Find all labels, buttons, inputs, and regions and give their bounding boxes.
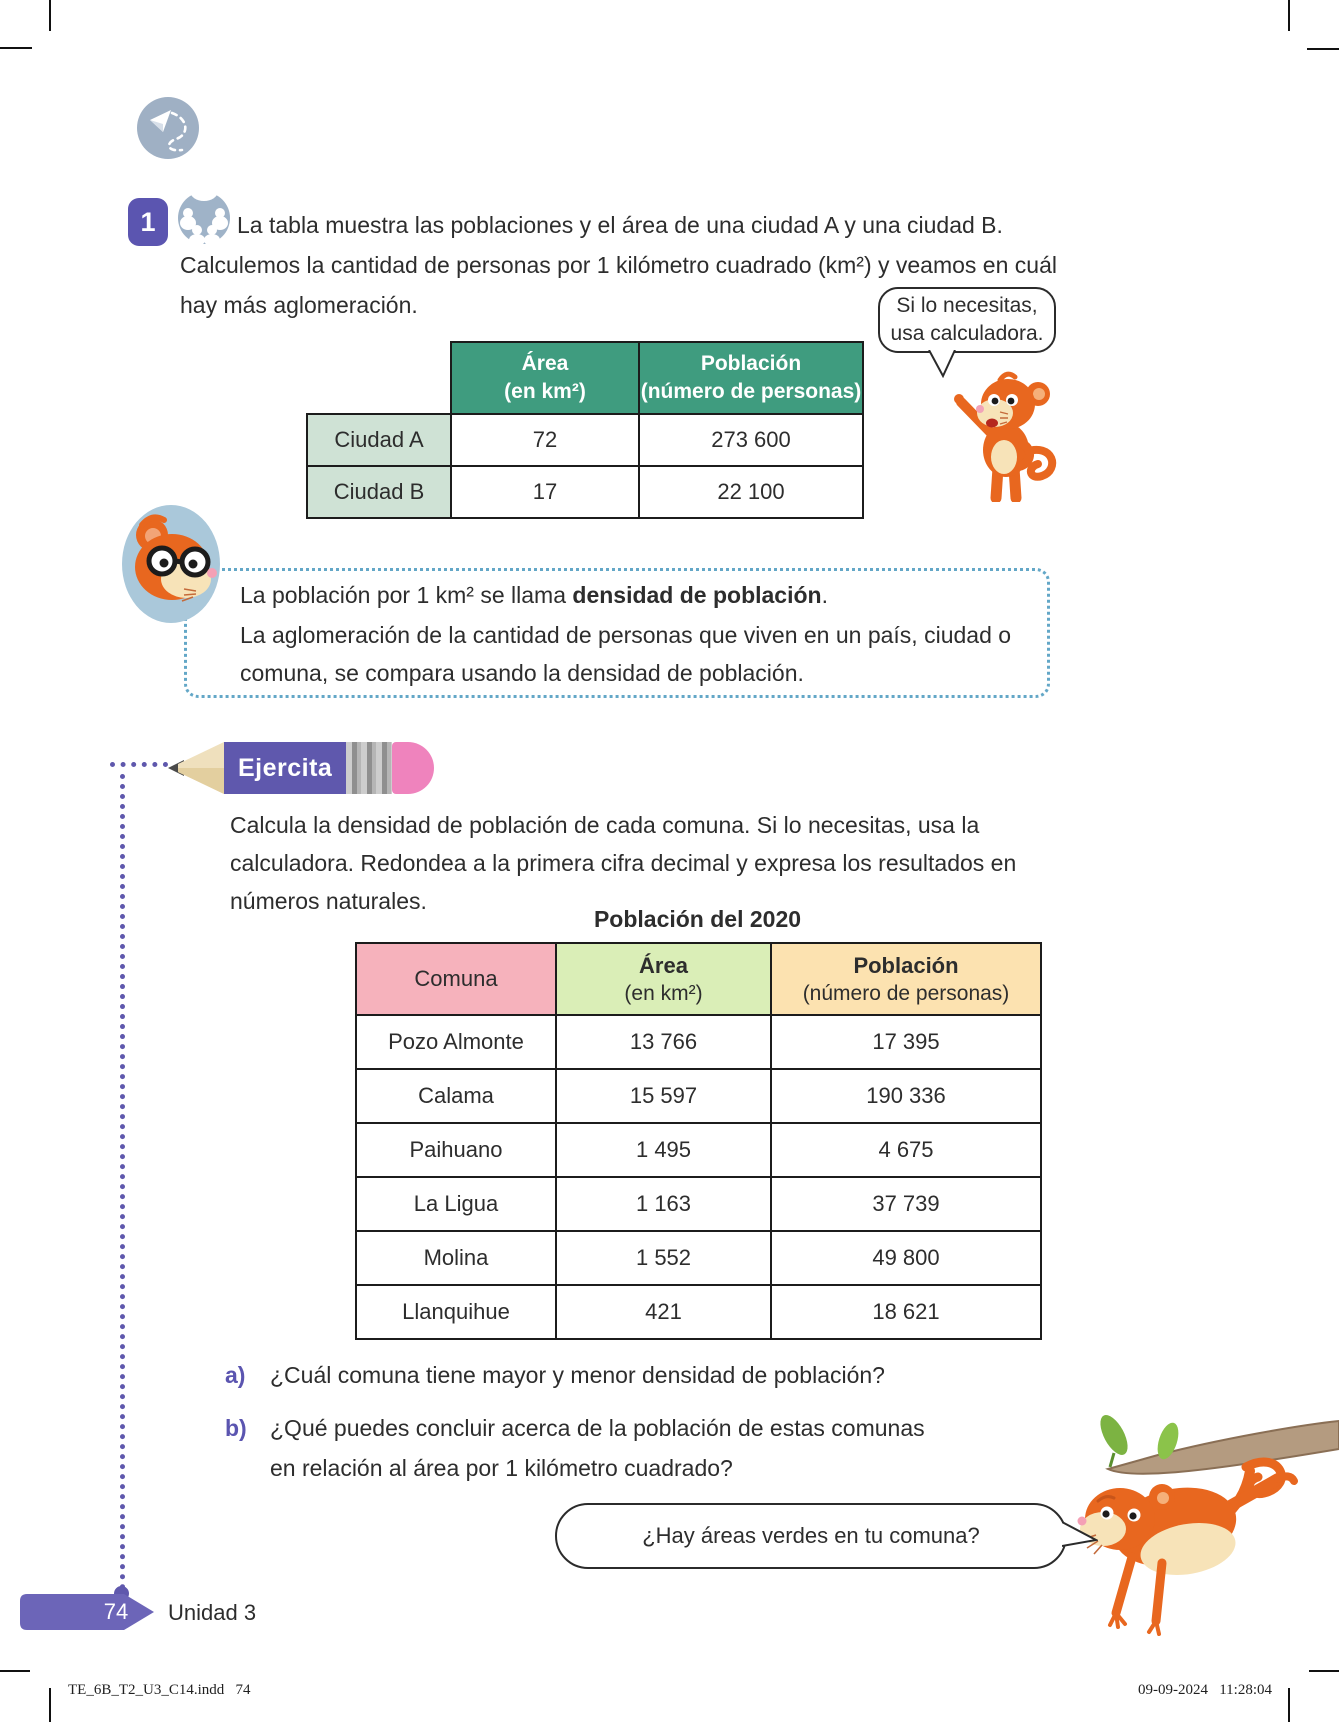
dotted-guide-horizontal	[110, 762, 168, 767]
callout-line1-normal: La población por 1 km² se llama	[240, 582, 573, 608]
table2-header-comuna: Comuna	[356, 943, 556, 1015]
table1-header-area-sub: (en km²)	[504, 380, 586, 403]
table2-area-cell: 13 766	[556, 1015, 771, 1069]
table2-area-cell: 421	[556, 1285, 771, 1339]
table2-header-area-sub: (en km²)	[624, 981, 703, 1005]
exercise1-line3: hay más aglomeración.	[180, 292, 418, 318]
crop-mark	[1288, 1688, 1290, 1722]
mouse-avatar-glasses	[122, 505, 220, 623]
speech-bubble-green-areas	[555, 1503, 1067, 1569]
callout-line1-bold: densidad de población	[572, 582, 822, 608]
question-b-line1: ¿Qué puedes concluir acerca de la población de estas comunas	[270, 1415, 925, 1441]
page-number: 74	[103, 1599, 129, 1624]
crop-mark	[0, 47, 32, 49]
exercise1-line1: La tabla muestra las poblaciones y el área de una ciudad A y una ciudad B.	[237, 212, 1003, 238]
population-table-cities	[306, 341, 864, 519]
table2-area-cell: 15 597	[556, 1069, 771, 1123]
table1-header-area	[451, 342, 639, 414]
crop-mark	[0, 1670, 30, 1672]
table1-blank-cell	[307, 342, 451, 414]
table2-poblacion-cell: 18 621	[771, 1285, 1041, 1339]
table1-cell: 22 100	[639, 466, 863, 518]
table2-header-poblacion-sub: (número de personas)	[802, 981, 1010, 1005]
speech-bubble2-tail	[1062, 1519, 1098, 1549]
table2-header-poblacion	[771, 943, 1041, 1015]
table2-comuna-cell: Molina	[356, 1231, 556, 1285]
crop-mark	[49, 0, 51, 31]
table1-header-poblacion	[639, 342, 863, 414]
crop-mark	[49, 1688, 51, 1722]
pencil-eraser	[392, 742, 434, 794]
table2-title: Población del 2020	[593, 906, 802, 932]
callout-line1	[240, 582, 828, 609]
speech2-text: ¿Hay áreas verdes en tu comuna?	[642, 1523, 980, 1549]
group-work-icon	[176, 180, 232, 246]
exercise2-line3: números naturales.	[230, 888, 427, 914]
table2-comuna-cell: Llanquihue	[356, 1285, 556, 1339]
pencil-tip	[168, 742, 224, 794]
table1-cell: 72	[451, 414, 639, 466]
crop-mark	[1288, 0, 1290, 31]
question-a-label: a)	[225, 1362, 246, 1388]
exercise-number-badge: 1	[128, 198, 168, 246]
unit-label: Unidad 3	[168, 1600, 257, 1625]
table2-area-cell: 1 495	[556, 1123, 771, 1177]
question-b-label: b)	[225, 1415, 247, 1441]
speech-bubble-tail	[926, 350, 958, 378]
table2-poblacion-cell: 190 336	[771, 1069, 1041, 1123]
table2-poblacion-cell: 49 800	[771, 1231, 1041, 1285]
table1-header-poblacion-title: Población	[700, 352, 802, 376]
table2-poblacion-cell: 4 675	[771, 1123, 1041, 1177]
exercise2-line2: calculadora. Redondea a la primera cifra decimal y expresa los resultados en	[230, 850, 1017, 876]
table2-comuna-cell: La Ligua	[356, 1177, 556, 1231]
callout-line2: La aglomeración de la cantidad de personas que viven en un país, ciudad o	[240, 622, 1012, 648]
dotted-guide-vertical	[120, 774, 125, 1590]
monkey-pointing	[950, 352, 1070, 502]
table2-poblacion-cell: 17 395	[771, 1015, 1041, 1069]
pencil-badge-icon	[168, 742, 434, 794]
speech1-line2: usa calculadora.	[890, 322, 1044, 345]
print-file-name: TE_6B_T2_U3_C14.indd 74	[68, 1682, 251, 1698]
table2-area-cell: 1 163	[556, 1177, 771, 1231]
table2-poblacion-cell: 37 739	[771, 1177, 1041, 1231]
table1-header-poblacion-sub: (número de personas)	[640, 380, 862, 403]
ejercita-label: Ejercita	[224, 742, 346, 794]
page-number-badge	[20, 1594, 154, 1630]
question-b-line2: en relación al área por 1 kilómetro cuadrado?	[270, 1455, 733, 1481]
table2-comuna-cell: Paihuano	[356, 1123, 556, 1177]
print-timestamp: 09-09-2024 11:28:04	[1137, 1682, 1272, 1698]
question-a-text: ¿Cuál comuna tiene mayor y menor densidad de población?	[270, 1362, 885, 1388]
table1-cell: 17	[451, 466, 639, 518]
exercise2-line1: Calcula la densidad de población de cada comuna. Si lo necesitas, usa la	[230, 812, 980, 838]
table2-comuna-cell: Calama	[356, 1069, 556, 1123]
paper-plane-icon	[137, 97, 199, 159]
table1-cell: 273 600	[639, 414, 863, 466]
callout-line3: comuna, se compara usando la densidad de población.	[240, 660, 804, 686]
table2-area-cell: 1 552	[556, 1231, 771, 1285]
table1-row-label: Ciudad B	[307, 466, 451, 518]
pencil-ferrule	[346, 742, 392, 794]
table2-header-poblacion-title: Población	[853, 952, 959, 978]
exercise1-line2: Calculemos la cantidad de personas por 1 kilómetro cuadrado (km²) y veamos en cuál	[180, 252, 1057, 278]
population-table-2020	[355, 942, 1042, 1340]
speech-bubble-calculator	[878, 287, 1056, 353]
table1-row-label: Ciudad A	[307, 414, 451, 466]
callout-line1-period: .	[821, 582, 828, 608]
table1-header-area-title: Área	[521, 352, 569, 376]
table2-header-area	[556, 943, 771, 1015]
table2-header-area-title: Área	[639, 952, 688, 978]
speech1-line1: Si lo necesitas,	[896, 293, 1038, 317]
table2-comuna-cell: Pozo Almonte	[356, 1015, 556, 1069]
crop-mark	[1307, 48, 1339, 50]
